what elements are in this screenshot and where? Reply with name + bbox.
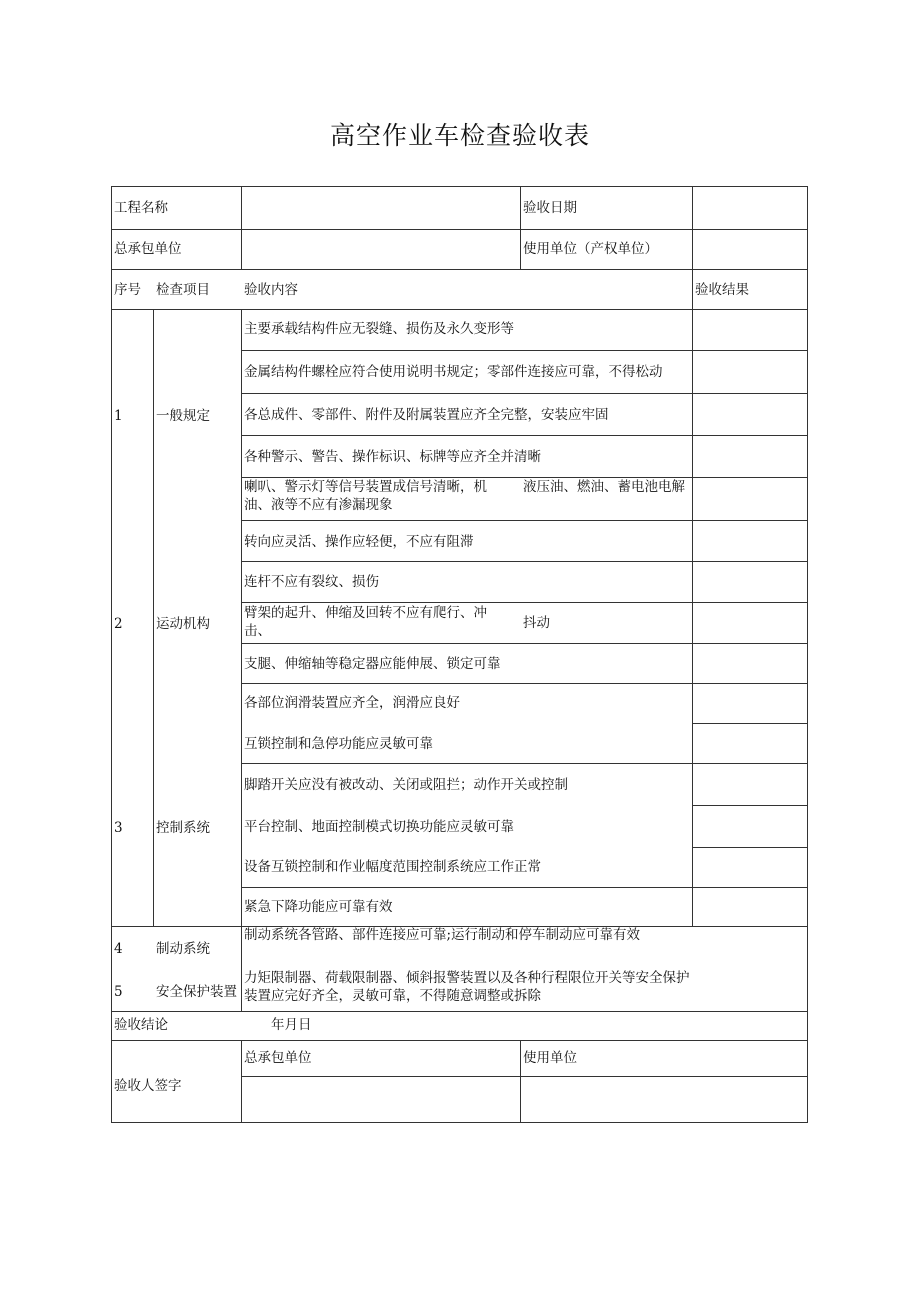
section-no: 4 xyxy=(114,941,123,957)
row-divider xyxy=(692,847,808,848)
signature-general-contractor-label: 总承包单位 xyxy=(244,1050,312,1066)
content-item: 喇叭、警示灯等信号装置成信号清晰，机 xyxy=(244,479,487,495)
content-item: 主要承载结构件应无裂缝、损伤及永久变形等 xyxy=(244,321,514,337)
content-item: 力矩限制器、荷载限制器、倾斜报警装置以及各种行程限位开关等安全保护装置应完好齐全，灵敏可靠，不得随意调整或拆除 xyxy=(244,970,690,1004)
content-item: 各种警示、警告、操作标识、标牌等应齐全并清晰 xyxy=(244,449,541,465)
column-header-item: 检查项目 xyxy=(156,282,210,298)
table-border-top xyxy=(111,186,808,187)
section-no: 1 xyxy=(114,408,123,424)
content-item: 转向应灵活、操作应轻便，不应有阻滞 xyxy=(244,534,474,550)
user-unit-label: 使用单位（产权单位） xyxy=(523,241,658,257)
row-divider xyxy=(111,269,808,270)
column-divider xyxy=(241,309,242,1011)
section-name: 一般规定 xyxy=(156,408,210,424)
section-name: 制动系统 xyxy=(156,941,210,957)
acceptance-date-label: 验收日期 xyxy=(523,200,577,216)
row-divider xyxy=(241,435,808,436)
content-item: 互锁控制和急停功能应灵敏可靠 xyxy=(244,736,433,752)
conclusion-date: 年月日 xyxy=(271,1017,312,1033)
content-item: 连杆不应有裂纹、损伤 xyxy=(244,574,379,590)
signature-user-unit-label: 使用单位 xyxy=(523,1050,577,1066)
content-item: 平台控制、地面控制模式切换功能应灵敏可靠 xyxy=(244,819,514,835)
conclusion-label: 验收结论 xyxy=(114,1017,168,1033)
content-item: 臂架的起升、伸缩及回转不应有爬行、冲 xyxy=(244,605,487,621)
row-divider xyxy=(241,350,808,351)
section-no: 2 xyxy=(114,616,123,632)
content-item: 各总成件、零部件、附件及附属装置应齐全完整，安装应牢固 xyxy=(244,407,609,423)
content-item: 脚踏开关应没有被改动、关闭或阻拦；动作开关或控制 xyxy=(244,777,568,793)
page-title: 高空作业车检查验收表 xyxy=(329,121,590,150)
row-divider xyxy=(241,561,808,562)
content-item: 紧急下降功能应可靠有效 xyxy=(244,899,393,915)
column-divider xyxy=(241,186,242,270)
column-divider xyxy=(241,1040,242,1123)
row-divider xyxy=(241,683,808,684)
signature-label: 验收人签字 xyxy=(114,1078,182,1094)
row-divider xyxy=(692,805,808,806)
content-item: 制动系统各管路、部件连接应可靠;运行制动和停车制动应可靠有效 xyxy=(244,927,641,943)
column-divider xyxy=(153,309,154,926)
content-item: 金属结构件螺栓应符合使用说明书规定；零部件连接应可靠，不得松动 xyxy=(244,364,663,380)
row-divider xyxy=(111,1011,808,1012)
section-no: 3 xyxy=(114,820,123,836)
row-divider xyxy=(111,229,808,230)
content-item: 油、液等不应有渗漏现象 xyxy=(244,497,393,513)
section-no: 5 xyxy=(114,984,123,1000)
column-header-no: 序号 xyxy=(114,282,141,298)
row-divider xyxy=(111,309,808,310)
table-border-left xyxy=(111,186,112,1123)
row-divider xyxy=(241,763,808,764)
section-name: 安全保护装置 xyxy=(156,984,237,1000)
row-divider xyxy=(241,393,808,394)
content-item: 支腿、伸缩轴等稳定器应能伸展、锁定可靠 xyxy=(244,656,501,672)
column-header-content: 验收内容 xyxy=(244,282,298,298)
content-item: 设备互锁控制和作业幅度范围控制系统应工作正常 xyxy=(244,859,541,875)
content-item: 击、 xyxy=(244,623,271,639)
content-item: 液压油、燃油、蓄电池电解 xyxy=(523,479,685,495)
column-divider xyxy=(520,1040,521,1123)
row-divider xyxy=(241,887,808,888)
table-border-right xyxy=(807,186,808,1123)
column-divider xyxy=(692,269,693,927)
table-border-bottom xyxy=(111,1122,808,1123)
column-header-result: 验收结果 xyxy=(695,282,749,298)
row-divider xyxy=(241,1076,808,1077)
row-divider xyxy=(692,723,808,724)
content-item: 各部位润滑装置应齐全，润滑应良好 xyxy=(244,695,460,711)
content-item: 抖动 xyxy=(523,615,550,631)
row-divider xyxy=(111,1040,808,1041)
section-name: 运动机构 xyxy=(156,616,210,632)
general-contractor-label: 总承包单位 xyxy=(114,241,182,257)
row-divider xyxy=(241,520,808,521)
column-divider xyxy=(692,186,693,270)
project-name-label: 工程名称 xyxy=(114,200,168,216)
row-divider xyxy=(241,643,808,644)
column-divider xyxy=(520,186,521,270)
section-name: 控制系统 xyxy=(156,820,210,836)
row-divider xyxy=(241,602,808,603)
